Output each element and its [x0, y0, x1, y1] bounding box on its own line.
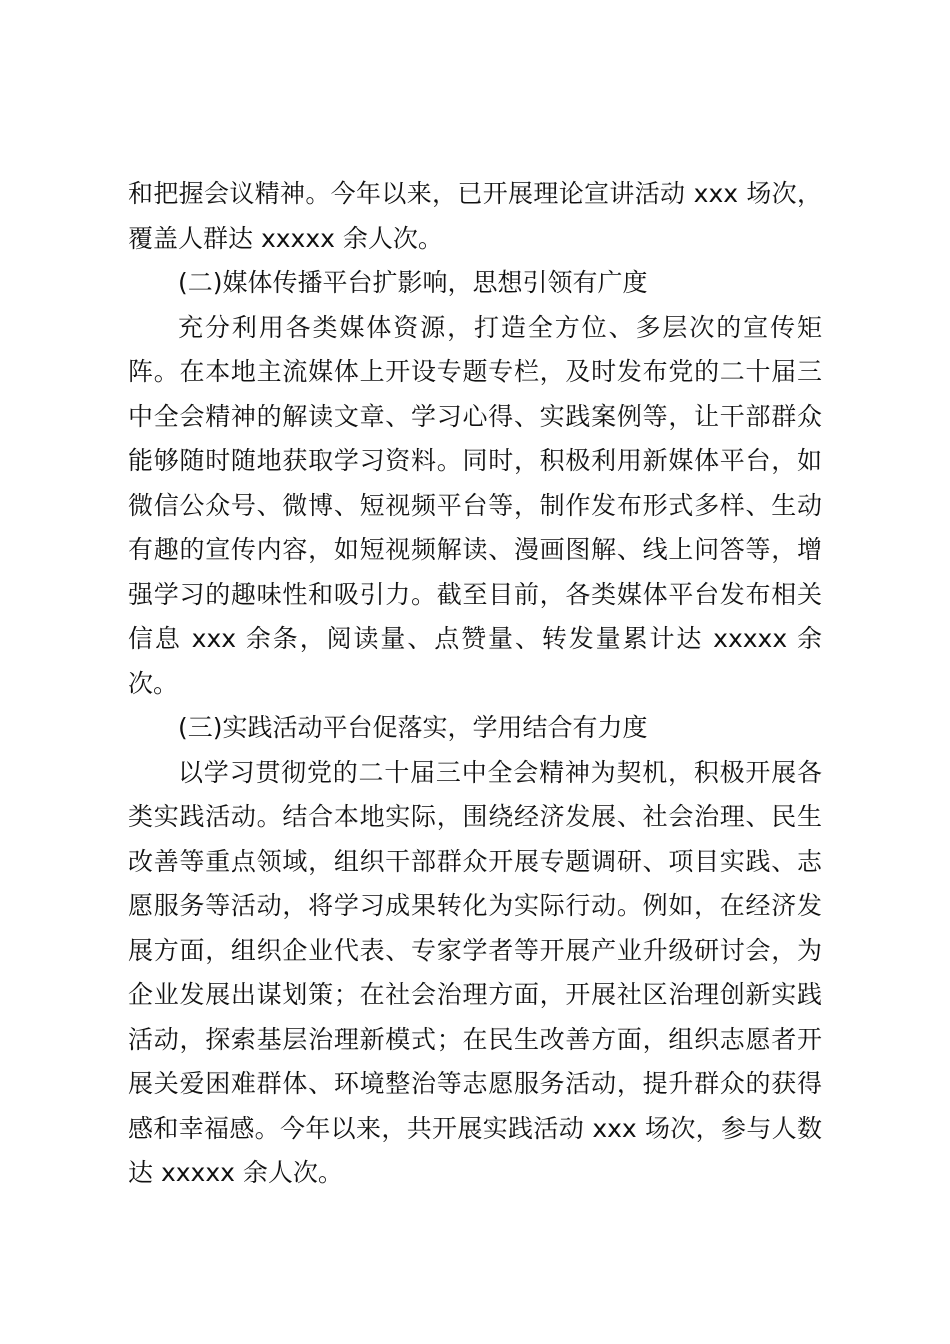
body-paragraph: 以学习贯彻党的二十届三中全会精神为契机，积极开展各类实践活动。结合本地实际，围绕经济发展、社会治理、民生改善等重点领域，组织干部群众开展专题调研、项目实践、志愿服务等活动，将学习成果转化为实际行动。例如，在经济发展方面，组织企业代表、专家学者等开展产业升级研讨会，为企业发展出谋划策；在社会治理方面，开展社区治理创新实践活动，探索基层治理新模式；在民生改善方面，组织志愿者开展关爱困难群体、环境整治等志愿服务活动，提升群众的获得感和幸福感。今年以来，共开展实践活动 xxx 场次，参与人数达 xxxxx 余人次。	[128, 757, 822, 1187]
section-heading: (三)实践活动平台促落实，学用结合有力度	[178, 713, 648, 742]
body-paragraph: 充分利用各类媒体资源，打造全方位、多层次的宣传矩阵。在本地主流媒体上开设专题专栏，及时发布党的二十届三中全会精神的解读文章、学习心得、实践案例等，让干部群众能够随时随地获取学习资料。同时，积极利用新媒体平台，如微信公众号、微博、短视频平台等，制作发布形式多样、生动有趣的宣传内容，如短视频解读、漫画图解、线上问答等，增强学习的趣味性和吸引力。截至目前，各类媒体平台发布相关信息 xxx 余条，阅读量、点赞量、转发量累计达 xxxxx 余次。	[128, 312, 822, 698]
section-heading: (二)媒体传播平台扩影响，思想引领有广度	[178, 268, 648, 297]
document-body	[128, 172, 822, 1196]
body-paragraph: 和把握会议精神。今年以来，已开展理论宣讲活动 xxx 场次，覆盖人群达 xxxxx 余人次。	[128, 179, 822, 253]
